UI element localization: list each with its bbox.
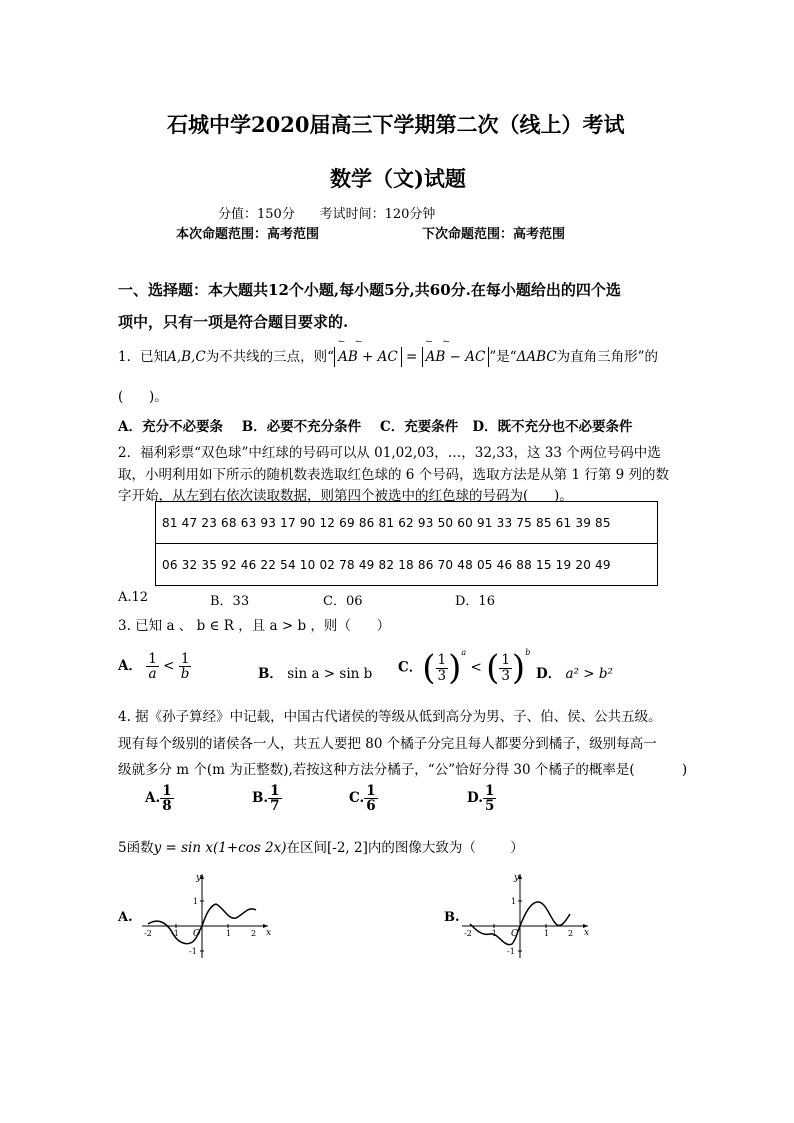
q1-vector-left: AB + AC ↼ ↼ xyxy=(334,347,402,367)
question-4-line1: 4. 据《孙子算经》中记载，中国古代诸侯的等级从低到高分为男、子、伯、侯、公共五级。 xyxy=(118,709,662,725)
question-2-option-c: C．06 xyxy=(323,594,363,609)
question-1-options: A．充分不必要条 B．必要不充分条件 C．充要条件 D．既不充分也不必要条件 xyxy=(118,419,633,435)
tick-2: 2 xyxy=(568,929,574,938)
question-1-stem xyxy=(118,337,659,365)
random-number-table xyxy=(155,501,658,586)
origin-label: O xyxy=(193,929,201,939)
question-2-option-a: A.12 xyxy=(118,590,149,605)
question-1-blank: ( )。 xyxy=(118,389,168,405)
tick-y1: 1 xyxy=(511,897,517,906)
question-3-option-b: B． sin a > sin b xyxy=(258,666,373,682)
tick-neg1: -1 xyxy=(489,929,497,938)
score-time-info: 分值：150分 考试时间：120分钟 xyxy=(218,207,436,222)
question-4-line3: 级就多分 m 个(m 为正整数),若按这种方法分橘子，“公”恰好分得 30 个橘子的概率是( ) xyxy=(118,762,688,778)
question-2-line1: 2．福利彩票“双色球”中红球的号码可以从 01,02,03，…，32,33，这 33 个两位号码中选 xyxy=(118,445,661,461)
axis-x-label: x xyxy=(266,928,272,938)
question-4-option-a: A. $\frac{1}{8}$ xyxy=(145,783,172,815)
q1-vector-right: AB − AC ↼ ↼ xyxy=(422,347,490,367)
q1-prefix: 1．已知 xyxy=(118,349,168,365)
question-2-option-b: B．33 xyxy=(210,594,250,609)
scope-next: 下次命题范围：高考范围 xyxy=(422,227,566,242)
graph-a xyxy=(140,868,275,963)
section-heading-line2: 项中，只有一项是符合题目要求的. xyxy=(118,313,349,331)
graph-a-label: A. xyxy=(118,910,133,925)
q1-triangle: ΔABC xyxy=(516,349,557,365)
question-3-option-a: A． $\frac{1}{a}$ < $\frac{1}{b}$ xyxy=(118,651,190,683)
origin-label: O xyxy=(511,929,519,939)
q1-text-end: 为直角三角形”的 xyxy=(556,349,659,365)
graph-b-label: B. xyxy=(444,910,460,925)
scope-this: 本次命题范围：高考范围 xyxy=(176,227,320,242)
tick-2: 2 xyxy=(251,929,257,938)
axis-y-label: y xyxy=(514,873,520,883)
axis-y-label: y xyxy=(196,873,202,883)
exam-subtitle: 数学（文)试题 xyxy=(330,166,466,191)
question-2-option-d: D．16 xyxy=(455,594,495,609)
question-4-option-b: B. $\frac{1}{7}$ xyxy=(252,783,280,815)
table-cell: 06 32 35 92 46 22 54 10 02 78 49 82 18 86 70 48 05 46 88 15 19 20 49 xyxy=(156,544,658,586)
graph-b xyxy=(460,868,595,963)
tick-neg1: -1 xyxy=(171,929,179,938)
question-3-option-d: D． a² > b² xyxy=(536,666,613,682)
question-4-line2: 现有每个级别的诸侯各一人，共五人要把 80 个橘子分完且每人都要分到橘子，级别每高一 xyxy=(118,736,657,752)
table-row xyxy=(156,502,658,544)
q1-text-mid: 为不共线的三点，则“ xyxy=(205,349,335,365)
q1-text-mid2: ”是“ xyxy=(489,349,517,365)
section-heading-line1: 一、选择题：本大题共12个小题,每小题5分,共60分.在每小题给出的四个选 xyxy=(118,281,621,299)
tick-1: 1 xyxy=(544,929,550,938)
question-2-line2: 取，小明利用如下所示的随机数表选取红色球的 6 个号码，选取方法是从第 1 行第 9 列的数 xyxy=(118,467,670,483)
tick-1: 1 xyxy=(226,929,232,938)
question-3-option-c: C．( $\frac{1}{3}$ )$^a$ < ( $\frac{1}{3}$ )$^b$ xyxy=(398,648,531,688)
question-4-option-c: C. $\frac{1}{6}$ xyxy=(349,783,376,815)
axis-x-label: x xyxy=(584,928,590,938)
question-3-stem: 3. 已知 a 、 b ∈ R ，且 a > b ，则（ ） xyxy=(118,618,391,634)
tick-yneg1: -1 xyxy=(507,947,515,956)
table-cell: 81 47 23 68 63 93 17 90 12 69 86 81 62 93 50 60 91 33 75 85 61 39 85 xyxy=(156,502,658,544)
question-2-line3: 字开始，从左到右依次读取数据，则第四个被选中的红色球的号码为( )。 xyxy=(118,488,573,504)
table-row xyxy=(156,544,658,586)
q1-equals: = xyxy=(406,349,418,365)
tick-neg2: -2 xyxy=(144,929,152,938)
tick-y1: 1 xyxy=(193,897,199,906)
q1-vars: A,B,C xyxy=(167,349,206,365)
question-5-stem: 5函数y = sin x(1+cos 2x)在区间[-2, 2]内的图像大致为（ ） xyxy=(118,840,524,856)
question-4-option-d: D. $\frac{1}{5}$ xyxy=(467,783,495,815)
tick-neg2: -2 xyxy=(464,929,472,938)
exam-title: 石城中学2020届高三下学期第二次（线上）考试 xyxy=(167,112,625,137)
tick-yneg1: -1 xyxy=(189,947,197,956)
